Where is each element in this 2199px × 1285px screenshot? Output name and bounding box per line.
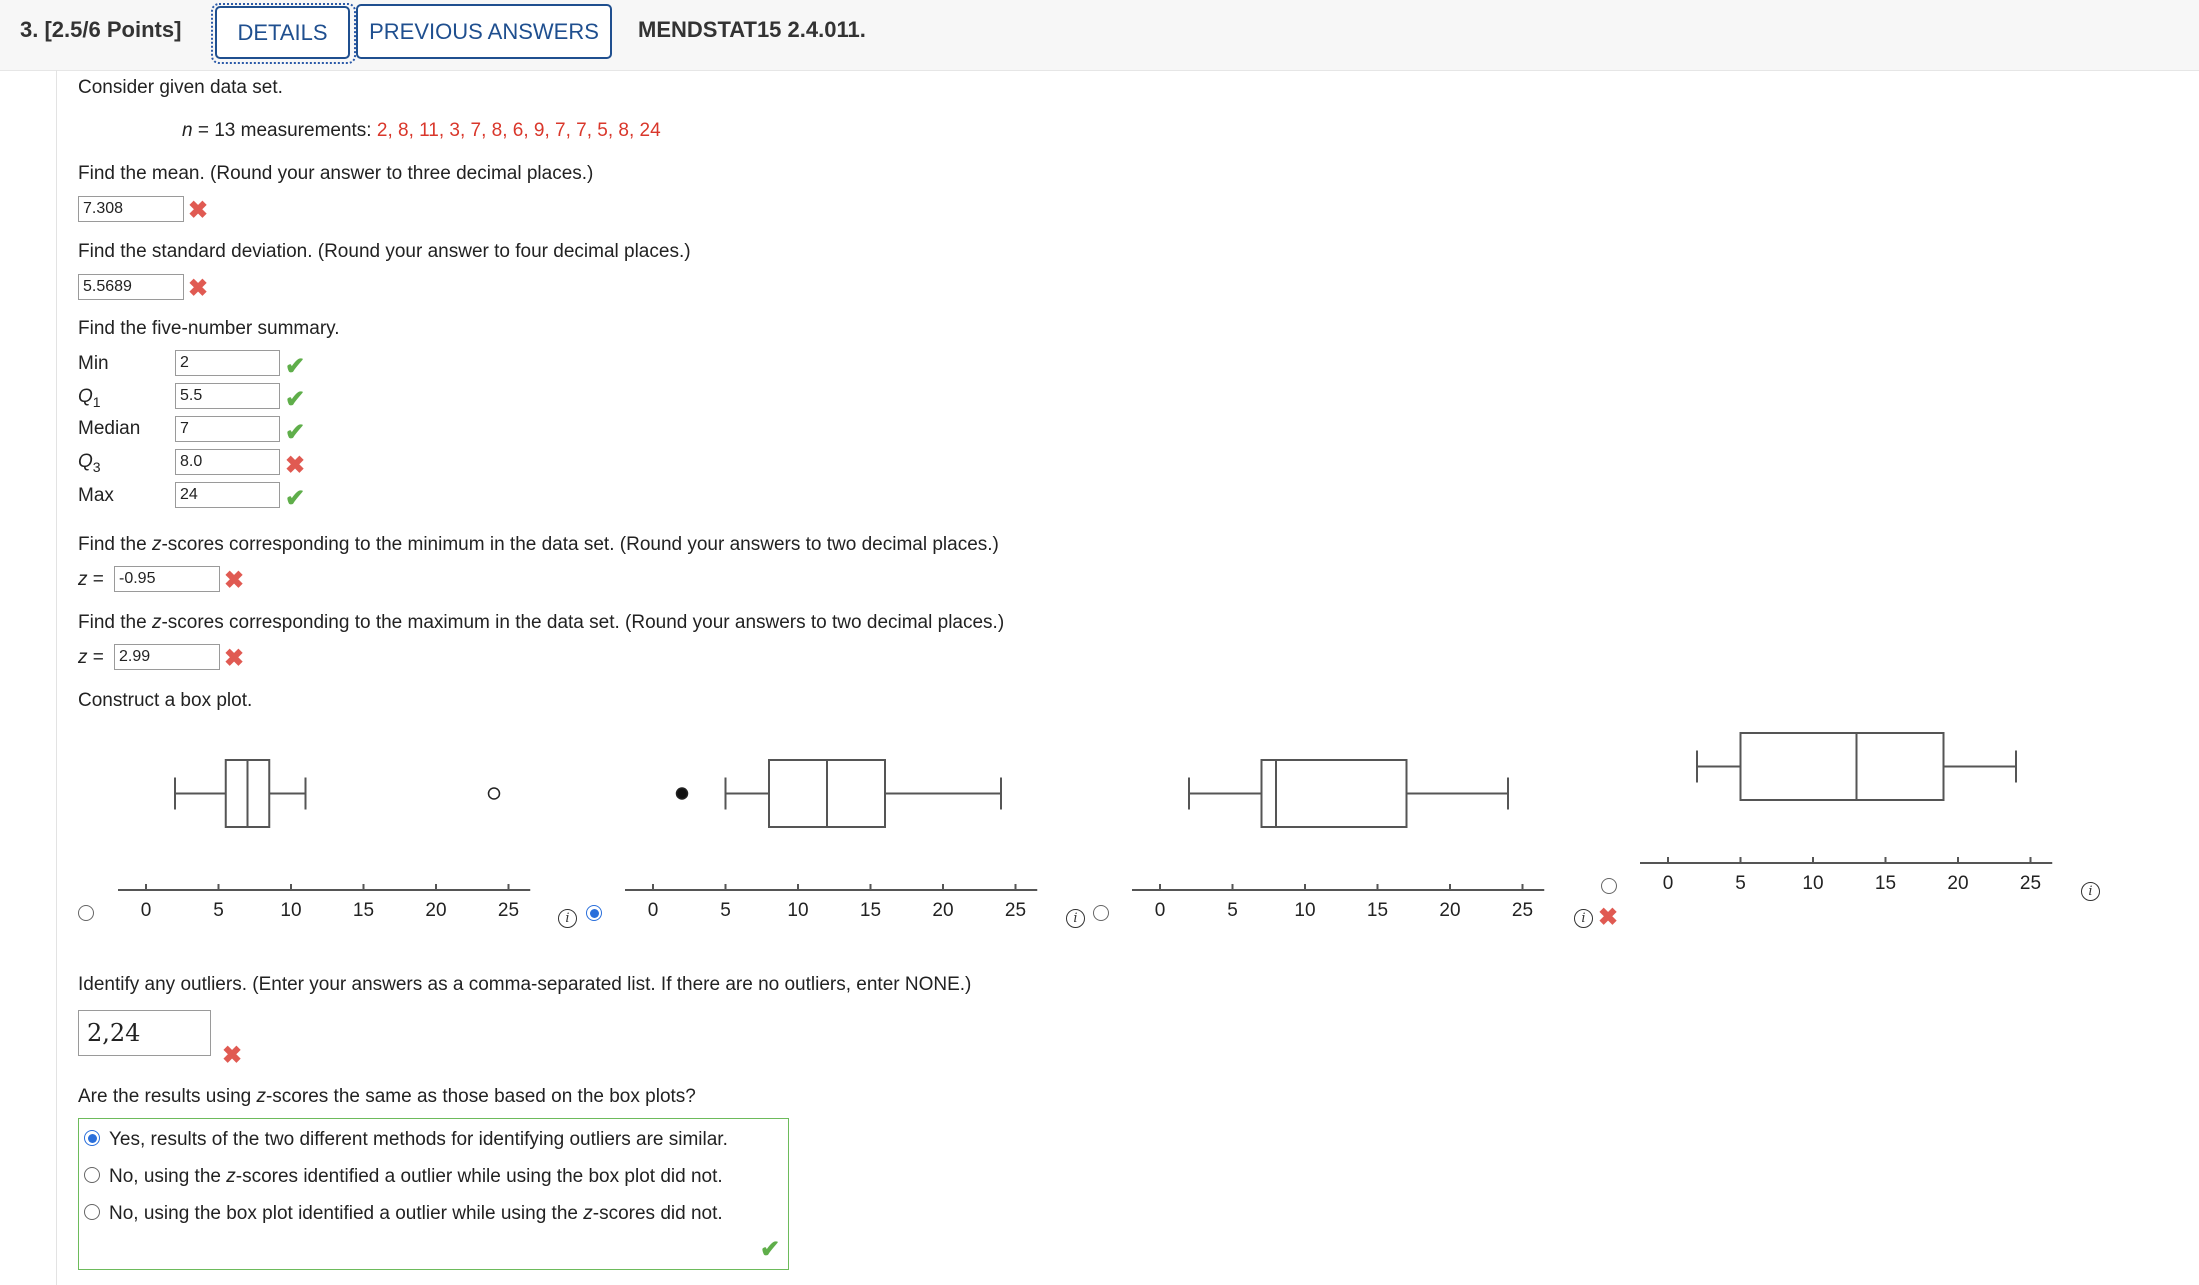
- boxplot-option-2-radio[interactable]: [586, 905, 602, 921]
- axis-tick-label: 10: [280, 900, 302, 920]
- axis-tick-label: 10: [1802, 873, 1824, 893]
- dataset-values: 2, 8, 11, 3, 7, 8, 6, 9, 7, 7, 5, 8, 24: [376, 120, 661, 141]
- axis-tick-label: 25: [2019, 873, 2042, 893]
- question-points: [2.5/6 Points]: [44, 17, 182, 42]
- mean-input[interactable]: [78, 196, 184, 222]
- std-prompt: Find the standard deviation. (Round your answer to four decimal places.): [78, 241, 691, 262]
- x-mark-icon: ✖: [285, 452, 306, 479]
- comparison-option-2-radio[interactable]: [84, 1167, 100, 1183]
- axis-tick-label: 15: [859, 900, 882, 920]
- box: [1741, 733, 1944, 800]
- boxplot-option-2: [617, 740, 1067, 920]
- comparison-option-1-radio[interactable]: [84, 1130, 100, 1146]
- intro-text: Consider given data set.: [78, 77, 283, 98]
- question-title: [20, 17, 181, 43]
- boxplot-option-1: [110, 740, 560, 920]
- box: [1262, 760, 1407, 827]
- question-header: [0, 0, 2199, 71]
- axis-tick-label: 10: [1294, 900, 1316, 920]
- axis-tick-label: 20: [932, 900, 954, 920]
- boxplot-1-marks: [118, 760, 530, 920]
- z-max-label: z =: [78, 647, 104, 668]
- axis-tick-label: 5: [213, 900, 224, 920]
- z-max-input[interactable]: [114, 644, 220, 670]
- comparison-prompt: Are the results using z-scores the same as those based on the box plots?: [78, 1086, 696, 1107]
- boxplot-option-1-radio[interactable]: [78, 905, 94, 921]
- min-label: Min: [78, 353, 109, 374]
- info-icon[interactable]: i: [558, 909, 577, 928]
- comparison-option-2-label[interactable]: No, using the z-scores identified a outlier while using the box plot did not.: [109, 1166, 723, 1187]
- axis-tick-label: 0: [140, 900, 152, 920]
- axis-tick-label: 20: [1947, 873, 1969, 893]
- question-number: 3.: [20, 17, 39, 42]
- comparison-option-3-radio[interactable]: [84, 1204, 100, 1220]
- info-icon[interactable]: i: [1574, 909, 1593, 928]
- boxplot-prompt: Construct a box plot.: [78, 690, 253, 711]
- boxplot-3-marks: [1132, 760, 1544, 920]
- check-mark-icon: ✔: [285, 485, 306, 512]
- axis-tick-label: 15: [352, 900, 375, 920]
- q3-label: $Q_3$: [78, 451, 101, 475]
- check-mark-icon: ✔: [760, 1236, 781, 1263]
- outliers-input[interactable]: [78, 1010, 211, 1056]
- axis-tick-label: 5: [1227, 900, 1238, 920]
- x-mark-icon: ✖: [188, 275, 209, 302]
- axis-tick-label: 0: [1154, 900, 1166, 920]
- z-min-input[interactable]: [114, 566, 220, 592]
- axis-tick-label: 10: [787, 900, 809, 920]
- axis-tick-label: 25: [1511, 900, 1534, 920]
- boxplot-option-3: [1124, 740, 1574, 920]
- z-max-prompt: Find the z-scores corresponding to the maximum in the data set. (Round your answers to two decimal places.): [78, 612, 1005, 633]
- axis-tick-label: 15: [1366, 900, 1389, 920]
- z-min-prompt: Find the z-scores corresponding to the minimum in the data set. (Round your answers to two decimal places.): [78, 534, 999, 555]
- x-mark-icon: ✖: [224, 567, 245, 594]
- axis-tick-label: 0: [647, 900, 659, 920]
- q3-input[interactable]: [175, 449, 280, 475]
- boxplot-option-4-radio[interactable]: [1601, 878, 1617, 894]
- std-input[interactable]: [78, 274, 184, 300]
- check-mark-icon: ✔: [285, 386, 306, 413]
- axis-tick-label: 0: [1662, 873, 1674, 893]
- dataset-label: = 13 measurements:: [192, 120, 377, 141]
- median-input[interactable]: [175, 416, 280, 442]
- axis-tick-label: 25: [1004, 900, 1027, 920]
- median-label: Median: [78, 418, 141, 439]
- axis-tick-label: 20: [425, 900, 447, 920]
- axis-tick-label: 20: [1439, 900, 1461, 920]
- info-icon[interactable]: i: [2081, 882, 2100, 901]
- comparison-option-3-label[interactable]: No, using the box plot identified a outlier while using the z-scores did not.: [109, 1203, 723, 1224]
- check-mark-icon: ✔: [285, 353, 306, 380]
- dataset-line: [182, 120, 661, 142]
- outlier-point-filled: [677, 788, 688, 799]
- outliers-prompt: Identify any outliers. (Enter your answers as a comma-separated list. If there are no outliers, enter NONE.): [78, 974, 972, 995]
- previous-answers-button[interactable]: PREVIOUS ANSWERS: [356, 4, 612, 59]
- axis-tick-label: 15: [1874, 873, 1897, 893]
- max-label: Max: [78, 485, 114, 506]
- min-input[interactable]: [175, 350, 280, 376]
- q1-input[interactable]: [175, 383, 280, 409]
- n-variable: n: [182, 120, 193, 141]
- max-input[interactable]: [175, 482, 280, 508]
- boxplot-4-marks: [1640, 733, 2052, 893]
- boxplot-option-4: [1632, 713, 2082, 893]
- question-source: MENDSTAT15 2.4.011.: [638, 17, 866, 42]
- q1-label: $Q_1$: [78, 386, 101, 410]
- boxplot-option-3-radio[interactable]: [1093, 905, 1109, 921]
- comparison-option-1-label[interactable]: Yes, results of the two different methods for identifying outliers are similar.: [109, 1129, 728, 1150]
- x-mark-icon: ✖: [222, 1042, 243, 1069]
- mean-prompt: Find the mean. (Round your answer to three decimal places.): [78, 163, 594, 184]
- z-min-label: z =: [78, 569, 104, 590]
- info-icon[interactable]: i: [1066, 909, 1085, 928]
- x-mark-icon: ✖: [188, 197, 209, 224]
- outlier-point-open: [489, 788, 500, 799]
- axis-tick-label: 5: [1735, 873, 1746, 893]
- axis-tick-label: 5: [720, 900, 731, 920]
- five-number-prompt: Find the five-number summary.: [78, 318, 340, 339]
- x-mark-icon: ✖: [224, 645, 245, 672]
- details-button[interactable]: DETAILS: [215, 6, 350, 59]
- x-mark-icon: ✖: [1598, 904, 1619, 931]
- boxplot-2-marks: [625, 760, 1037, 920]
- check-mark-icon: ✔: [285, 419, 306, 446]
- axis-tick-label: 25: [497, 900, 520, 920]
- left-divider: [56, 70, 57, 1285]
